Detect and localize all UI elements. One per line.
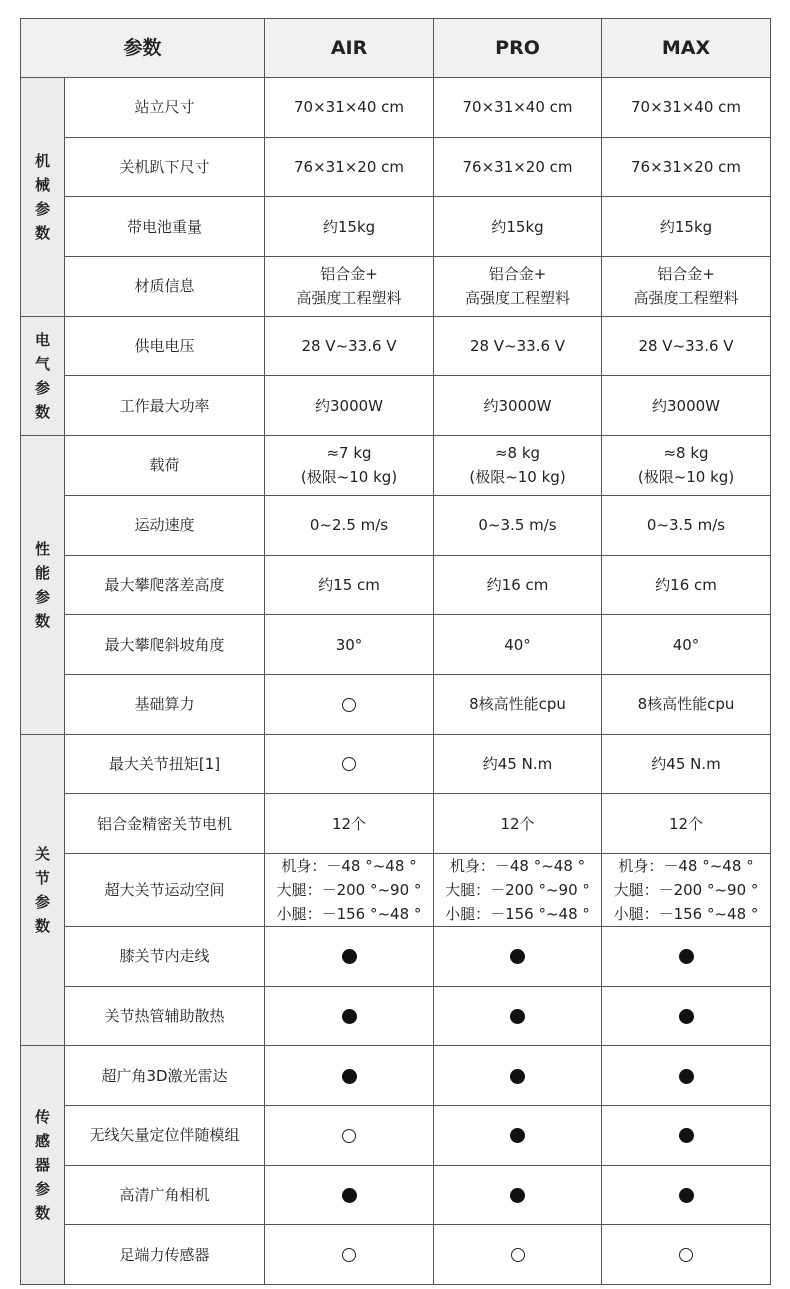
row-label: 载荷: [65, 436, 265, 496]
cell-value: 76×31×20 cm: [602, 137, 771, 197]
filled-circle-icon: [342, 1069, 357, 1084]
cell-value: 70×31×40 cm: [434, 78, 602, 138]
spec-table: [20, 18, 771, 1285]
cell-value: [602, 926, 771, 986]
category-mechanical: 机 械 参 数: [21, 78, 65, 317]
row-label: 基础算力: [65, 674, 265, 734]
cell-value: 0~2.5 m/s: [265, 495, 434, 555]
table-row: [21, 78, 771, 138]
hollow-circle-icon: [342, 1248, 356, 1262]
cell-value: 70×31×40 cm: [265, 78, 434, 138]
cell-value: [434, 1046, 602, 1106]
cell-value: 约16 cm: [434, 555, 602, 615]
header-model-max: MAX: [602, 19, 771, 78]
cell-value: 12个: [602, 794, 771, 854]
cell-value: [602, 1046, 771, 1106]
category-joint: 关 节 参 数: [21, 734, 65, 1046]
table-row: [21, 674, 771, 734]
category-electrical: 电 气 参 数: [21, 316, 65, 435]
cell-value: 0~3.5 m/s: [602, 495, 771, 555]
cell-value: [265, 986, 434, 1046]
row-label: 关节热管辅助散热: [65, 986, 265, 1046]
cell-value: 12个: [265, 794, 434, 854]
cell-value: 铝合金+ 高强度工程塑料: [602, 257, 771, 317]
table-row: [21, 734, 771, 794]
cell-value: 机身：－48 °~48 ° 大腿：－200 °~90 ° 小腿：－156 °~48 °: [602, 853, 771, 926]
cell-value: 76×31×20 cm: [265, 137, 434, 197]
row-label: 工作最大功率: [65, 376, 265, 436]
category-sensor: 传 感 器 参 数: [21, 1046, 65, 1285]
cell-value: [265, 926, 434, 986]
row-label: 高清广角相机: [65, 1165, 265, 1225]
cell-value: 约3000W: [434, 376, 602, 436]
row-label: 膝关节内走线: [65, 926, 265, 986]
cell-value: [265, 674, 434, 734]
filled-circle-icon: [510, 949, 525, 964]
row-label: 最大攀爬斜坡角度: [65, 615, 265, 675]
cell-value: 70×31×40 cm: [602, 78, 771, 138]
cell-value: [434, 1106, 602, 1166]
hollow-circle-icon: [511, 1248, 525, 1262]
header-param: 参数: [21, 19, 265, 78]
cell-value: 12个: [434, 794, 602, 854]
filled-circle-icon: [679, 1188, 694, 1203]
header-row: [21, 19, 771, 78]
row-label: 足端力传感器: [65, 1225, 265, 1285]
cell-value: ≈8 kg (极限~10 kg): [434, 436, 602, 496]
row-label: 关机趴下尺寸: [65, 137, 265, 197]
cell-value: [434, 1165, 602, 1225]
cell-value: [434, 1225, 602, 1285]
table-row: [21, 1225, 771, 1285]
filled-circle-icon: [510, 1069, 525, 1084]
table-row: [21, 436, 771, 496]
cell-value: [434, 986, 602, 1046]
row-label: 超大关节运动空间: [65, 853, 265, 926]
cell-value: 28 V~33.6 V: [434, 316, 602, 376]
cell-value: 8核高性能cpu: [602, 674, 771, 734]
cell-value: 28 V~33.6 V: [265, 316, 434, 376]
filled-circle-icon: [679, 949, 694, 964]
row-label: 最大攀爬落差高度: [65, 555, 265, 615]
table-row: [21, 495, 771, 555]
cell-value: 约3000W: [265, 376, 434, 436]
table-row: [21, 926, 771, 986]
row-label: 材质信息: [65, 257, 265, 317]
cell-value: 机身：－48 °~48 ° 大腿：－200 °~90 ° 小腿：－156 °~48 °: [434, 853, 602, 926]
cell-value: [265, 1225, 434, 1285]
cell-value: 40°: [602, 615, 771, 675]
row-label: 铝合金精密关节电机: [65, 794, 265, 854]
cell-value: 约45 N.m: [602, 734, 771, 794]
category-performance: 性 能 参 数: [21, 436, 65, 734]
table-row: [21, 1106, 771, 1166]
hollow-circle-icon: [342, 1129, 356, 1143]
filled-circle-icon: [510, 1188, 525, 1203]
cell-value: 8核高性能cpu: [434, 674, 602, 734]
cell-value: [265, 1106, 434, 1166]
cell-value: 铝合金+ 高强度工程塑料: [434, 257, 602, 317]
cell-value: 28 V~33.6 V: [602, 316, 771, 376]
row-label: 最大关节扭矩[1]: [65, 734, 265, 794]
row-label: 带电池重量: [65, 197, 265, 257]
filled-circle-icon: [510, 1128, 525, 1143]
hollow-circle-icon: [342, 757, 356, 771]
filled-circle-icon: [342, 1188, 357, 1203]
cell-value: 约15kg: [265, 197, 434, 257]
filled-circle-icon: [342, 1009, 357, 1024]
cell-value: 约3000W: [602, 376, 771, 436]
cell-value: 约15kg: [434, 197, 602, 257]
cell-value: 约16 cm: [602, 555, 771, 615]
table-row: [21, 615, 771, 675]
cell-value: 0~3.5 m/s: [434, 495, 602, 555]
table-row: [21, 853, 771, 926]
table-row: [21, 1046, 771, 1106]
table-row: [21, 794, 771, 854]
cell-value: 机身：－48 °~48 ° 大腿：－200 °~90 ° 小腿：－156 °~48 °: [265, 853, 434, 926]
filled-circle-icon: [679, 1009, 694, 1024]
header-model-air: AIR: [265, 19, 434, 78]
filled-circle-icon: [342, 949, 357, 964]
cell-value: [602, 986, 771, 1046]
cell-value: 40°: [434, 615, 602, 675]
table-row: [21, 555, 771, 615]
cell-value: 约15 cm: [265, 555, 434, 615]
cell-value: [265, 734, 434, 794]
cell-value: [265, 1165, 434, 1225]
filled-circle-icon: [679, 1128, 694, 1143]
row-label: 无线矢量定位伴随模组: [65, 1106, 265, 1166]
header-model-pro: PRO: [434, 19, 602, 78]
filled-circle-icon: [679, 1069, 694, 1084]
hollow-circle-icon: [679, 1248, 693, 1262]
hollow-circle-icon: [342, 698, 356, 712]
cell-value: [602, 1106, 771, 1166]
cell-value: ≈8 kg (极限~10 kg): [602, 436, 771, 496]
cell-value: 约15kg: [602, 197, 771, 257]
row-label: 站立尺寸: [65, 78, 265, 138]
table-row: [21, 197, 771, 257]
cell-value: 30°: [265, 615, 434, 675]
table-row: [21, 316, 771, 376]
table-row: [21, 137, 771, 197]
cell-value: [434, 926, 602, 986]
filled-circle-icon: [510, 1009, 525, 1024]
row-label: 超广角3D激光雷达: [65, 1046, 265, 1106]
table-row: [21, 376, 771, 436]
table-row: [21, 257, 771, 317]
cell-value: [265, 1046, 434, 1106]
cell-value: [602, 1225, 771, 1285]
cell-value: [602, 1165, 771, 1225]
table-row: [21, 986, 771, 1046]
cell-value: 76×31×20 cm: [434, 137, 602, 197]
table-row: [21, 1165, 771, 1225]
cell-value: 约45 N.m: [434, 734, 602, 794]
row-label: 运动速度: [65, 495, 265, 555]
cell-value: ≈7 kg (极限~10 kg): [265, 436, 434, 496]
cell-value: 铝合金+ 高强度工程塑料: [265, 257, 434, 317]
row-label: 供电电压: [65, 316, 265, 376]
